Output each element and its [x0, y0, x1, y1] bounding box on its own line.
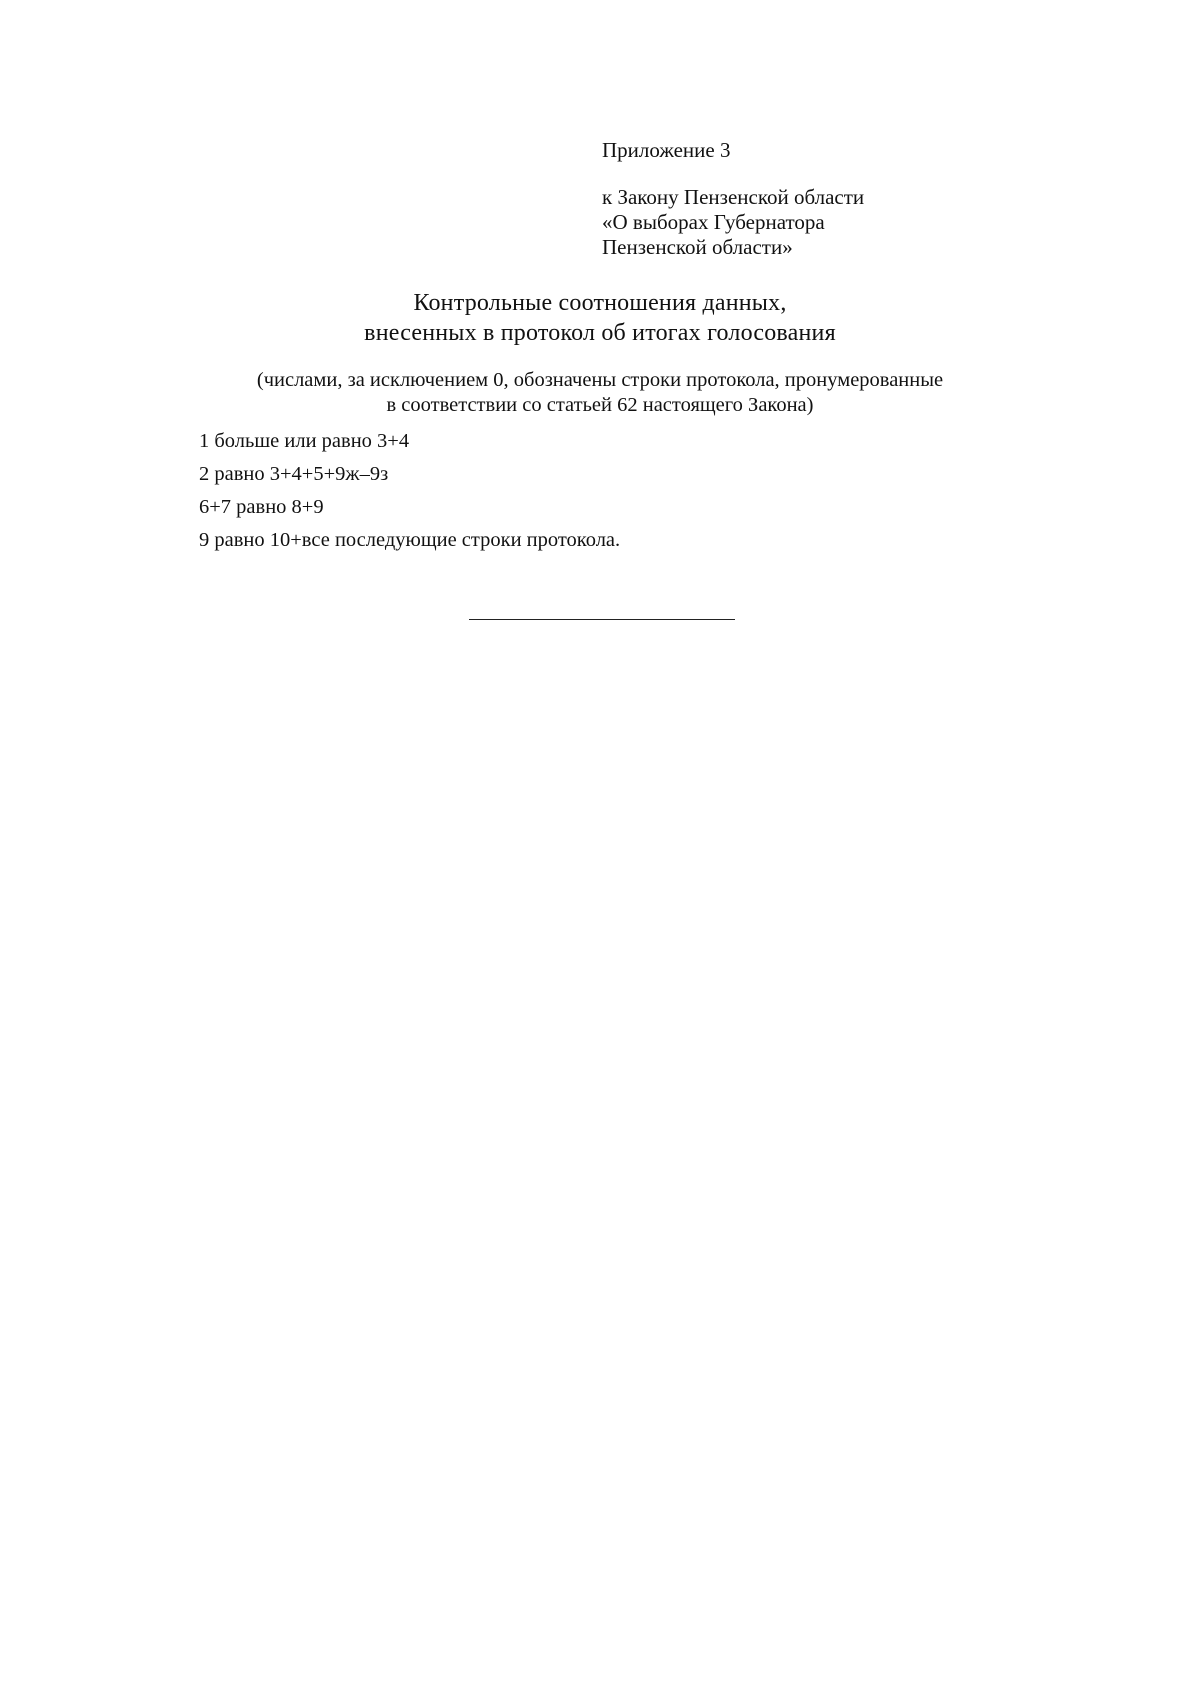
title-line-2: внесенных в протокол об итогах голосования [364, 320, 836, 346]
explanatory-note [150, 368, 1050, 418]
relation-item: 2 равно 3+4+5+9ж–9з [199, 463, 389, 485]
appendix-header [602, 138, 1082, 260]
law-reference-line: к Закону Пензенской области [602, 185, 865, 209]
appendix-number: Приложение 3 [602, 138, 731, 162]
note-line-1: (числами, за исключением 0, обозначены строки протокола, пронумерованные [256, 369, 944, 391]
end-separator-line [469, 619, 735, 620]
relation-item: 9 равно 10+все последующие строки протокола. [199, 529, 621, 551]
note-line-2: в соответствии со статьей 62 настоящего Закона) [386, 394, 814, 416]
law-reference [602, 185, 1082, 260]
law-reference-line: Пензенской области» [602, 235, 793, 259]
title-line-1: Контрольные соотношения данных, [413, 290, 787, 316]
law-reference-line: «О выборах Губернатора [602, 210, 825, 234]
document-title [180, 288, 1020, 348]
control-relations-list [199, 429, 1099, 561]
relation-item: 6+7 равно 8+9 [199, 496, 324, 518]
relation-item: 1 больше или равно 3+4 [199, 430, 410, 452]
